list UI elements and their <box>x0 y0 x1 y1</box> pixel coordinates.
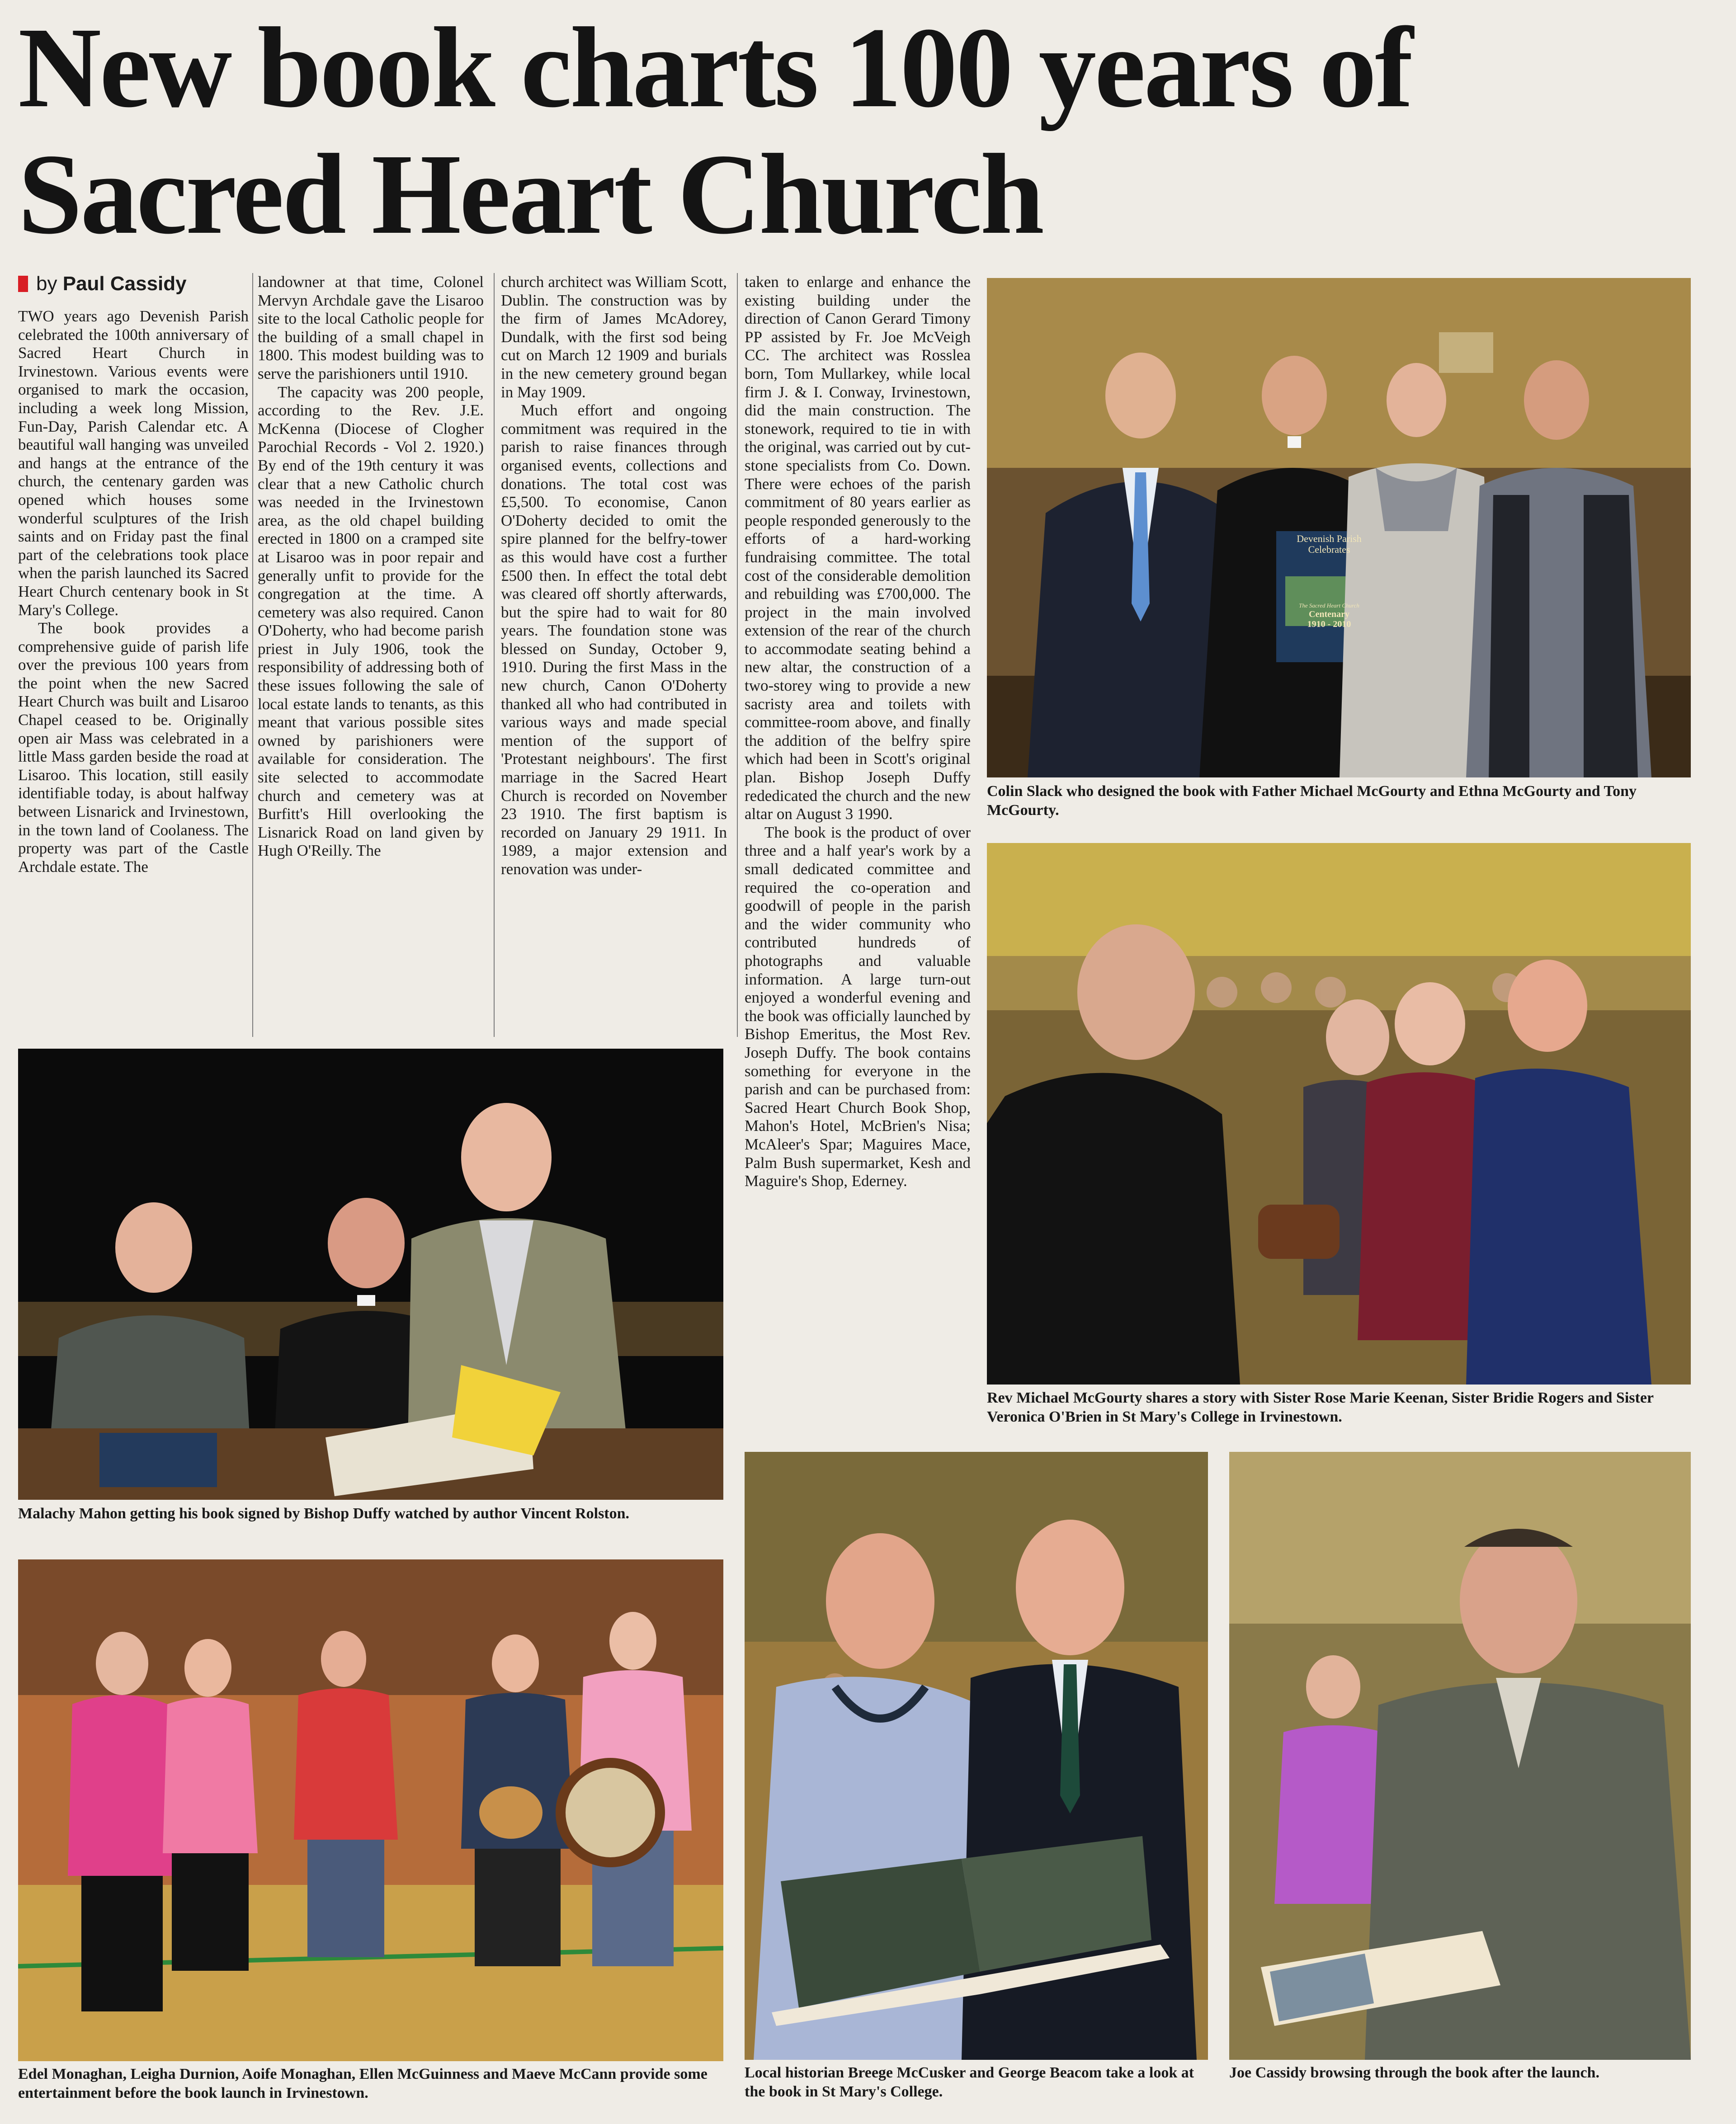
article-column-2 <box>258 273 484 860</box>
paragraph: Much effort and ongoing commitment was required in the parish to raise finances through organised events, collections and donations. The total cost was £5,500. To economise, Canon O'Doherty decided to omit the spire planned for the belfry-tower as this would have cost a further £500 then. In effect the total debt was cleared off shortly afterwards, but the spire had to wait for 80 years. The foundation stone was blessed on Sunday, October 9, 1910. During the first Mass in the new church, Canon O'Doherty thanked all who had contributed in various ways and made special mention of the support of 'Protestant neighbours'. The first marriage in the Sacred Heart Church is recorded on November 23 1910. The first baptism is recorded on January 29 1911. In 1989, a major extension and renovation was under- <box>501 401 727 878</box>
book-cover-text <box>1279 533 1379 629</box>
column-rule <box>252 273 253 1037</box>
article-column-3 <box>501 273 727 879</box>
photo-musicians <box>18 1559 723 2061</box>
paragraph: church architect was William Scott, Dublin. The construction was by the firm of James McAdorey, Dundalk, with the first sod being cut on March 12 1909 and burials in the new cemetery ground began in May 1909. <box>501 273 727 401</box>
paragraph: taken to enlarge and enhance the existing building under the direction of Canon Gerard Timony PP assisted by Fr. Joe McVeigh CC. The architect was Rosslea born, Tom Mullarkey, while local firm J. & I. Conway, Irvinestown, did the main construction. The stonework, required to tie in with the original, was carried out by cut-stone specialists from Co. Down. There were echoes of the parish commitment of 80 years earlier as people responded generously to the efforts of a hard-working fundraising committee. The total cost of the considerable demolition and rebuilding was £700,000. The project in the main involved extension of the rear of the church to accommodate seating behind a new altar, the construction of a two-storey wing to provide a new sacristy area and toilets with committee-room above, and finally the addition of the belfry spire which had been in Scott's original plan. Bishop Joseph Duffy rededicated the church and the new altar on August 3 1990. <box>745 273 971 823</box>
photo-illustration <box>18 1049 723 1500</box>
headline: New book charts 100 years of Sacred Heart Church <box>18 4 1412 258</box>
caption-photo-6: Joe Cassidy browsing through the book after the launch. <box>1229 2064 1599 2081</box>
photo-illustration <box>18 1559 723 2061</box>
column-rule <box>737 273 738 1037</box>
photo-book-signing <box>18 1049 723 1500</box>
caption-photo-5: Local historian Breege McCusker and George Beacom take a look at the book in St Mary's College. <box>745 2064 1194 2100</box>
paragraph: The capacity was 200 people, according to the Rev. J.E. McKenna (Diocese of Clogher Parochial Records - Vol 2. 1920.) By end of the 19th century it was clear that a new Catholic church was needed in the Irvinestown area, as the old chapel building erected in 1800 on a cramped site at Lisaroo was in poor repair and generally unfit to provide for the congregation at the time. A cemetery was also required. Canon O'Doherty, who had become parish priest in July 1906, took the responsibility of addressing both of these issues following the sale of local estate lands to tenants, as this meant that various possible sites owned by parishioners were available for consideration. The site selected to accommodate church and cemetery was at Burfitt's Hill overlooking the Lisnarick Road on land given by Hugh O'Reilly. The <box>258 383 484 860</box>
caption-photo-3: Malachy Mahon getting his book signed by Bishop Duffy watched by author Vincent Rolston. <box>18 1505 630 1522</box>
photo-illustration <box>1229 1452 1691 2060</box>
paragraph: landowner at that time, Colonel Mervyn Archdale gave the Lisaroo site to the local Catholic people for the building of a small chapel in 1800. This modest building was to serve the parishioners until 1910. <box>258 273 484 382</box>
book-cover-years: 1910 - 2010 <box>1307 619 1351 629</box>
photo-rev-mcgourty-sisters <box>987 843 1691 1385</box>
byline-marker <box>18 276 28 292</box>
paragraph: The book is the product of over three and a half year's work by a small dedicated committee and required the co-operation and goodwill of people in the parish and the wider community who contributed hundreds of photographs and valuable information. A large turn-out enjoyed a wonderful evening and the book was officially launched by Bishop Emeritus, the Most Rev. Joseph Duffy. The book contains something for everyone in the parish and can be purchased from: Sacred Heart Church Book Shop, Mahon's Hotel, McBrien's Nisa; McAleer's Spar; Maguires Mace, Palm Bush supermarket, Kesh and Maguire's Shop, Ederney. <box>745 823 971 1190</box>
photo-joe-cassidy <box>1229 1452 1691 2060</box>
article-column-1 <box>18 307 249 876</box>
photo-illustration <box>987 278 1691 777</box>
paragraph: TWO years ago Devenish Parish celebrated the 100th anniversary of Sacred Heart Church in Irvinestown. Various events were organised to mark the occasion, including a week long Mission, Fun-Day, Parish Calendar etc. A beautiful wall hanging was unveiled and hangs at the entrance of the church, the centenary garden was opened which houses some wonderful sculptures of the Irish saints and on Friday past the final part of the celebrations took place when the parish launched its Sacred Heart Church centenary book in St Mary's College. <box>18 307 249 619</box>
book-cover-subtitle: The Sacred Heart Church <box>1299 602 1359 609</box>
photo-historian-with-book <box>745 1452 1208 2060</box>
byline <box>18 271 187 297</box>
caption-photo-1: Colin Slack who designed the book with Father Michael McGourty and Ethna McGourty and Tony McGourty. <box>987 783 1637 819</box>
byline-prefix: by <box>36 273 57 295</box>
paragraph: The book provides a comprehensive guide of parish life over the previous 100 years from the point when the new Sacred Heart Church was built and Lisaroo Chapel ceased to be. Originally open air Mass was celebrated in a little Mass garden beside the road at Lisaroo. This location, still easily identifiable today, is about halfway between Lisnarick and Irvinestown, in the town land of Coolaness. The property was part of the Castle Archdale estate. The <box>18 619 249 876</box>
photo-illustration <box>745 1452 1208 2060</box>
caption-photo-4: Edel Monaghan, Leigha Durnion, Aoife Monaghan, Ellen McGuinness and Maeve McCann provide some entertainment before the book launch in Irvinestown. <box>18 2066 708 2101</box>
article-column-4 <box>745 273 971 1191</box>
byline-author: Paul Cassidy <box>62 273 187 295</box>
photo-illustration <box>987 843 1691 1385</box>
book-cover-title: Devenish Parish Celebrates <box>1297 533 1362 555</box>
book-cover-label: Centenary <box>1309 609 1349 619</box>
caption-photo-2: Rev Michael McGourty shares a story with Sister Rose Marie Keenan, Sister Bridie Rogers and Sister Veronica O'Brien in St Mary's College in Irvinestown. <box>987 1389 1654 1425</box>
photo-book-designer-group <box>987 278 1691 777</box>
column-rule <box>494 273 495 1037</box>
